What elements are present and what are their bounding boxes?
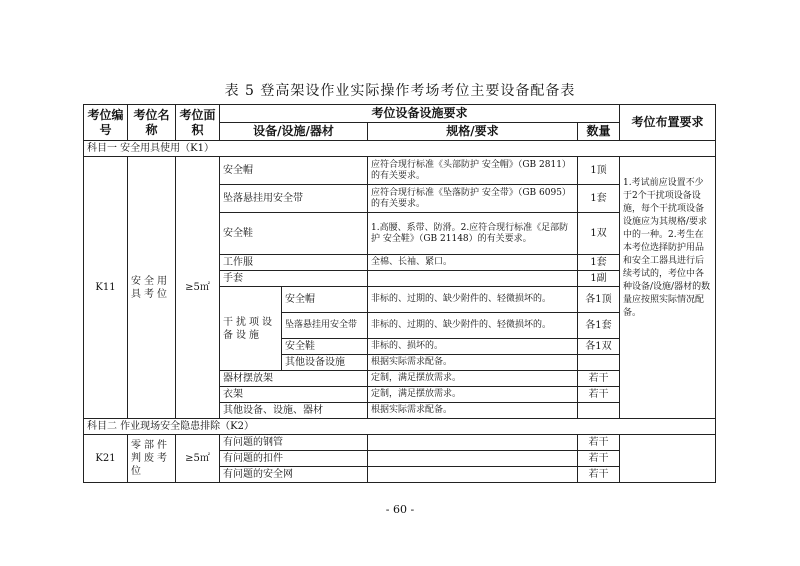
interference-label: 干扰项设备设施	[220, 287, 282, 371]
page-number: - 60 -	[385, 503, 415, 516]
qty-cell: 若干	[578, 467, 620, 483]
header-layout: 考位布置要求	[620, 105, 716, 141]
header-spec: 规格/要求	[368, 123, 578, 141]
position-area: ≥5㎡	[176, 157, 220, 419]
equipment-cell: 安全鞋	[220, 213, 368, 255]
equipment-cell: 工作服	[220, 255, 368, 271]
qty-cell: 各1顶	[578, 287, 620, 313]
section-row-k2	[84, 419, 716, 435]
spec-cell: 应符合现行标准《头部防护 安全帽》（GB 2811）的有关要求。	[368, 157, 578, 185]
spec-cell	[368, 435, 578, 451]
qty-cell	[578, 355, 620, 371]
equipment-cell: 安全帽	[282, 287, 368, 313]
position-code: K21	[84, 435, 128, 483]
qty-cell: 1套	[578, 185, 620, 213]
spec-cell	[368, 271, 578, 287]
qty-cell: 1副	[578, 271, 620, 287]
spec-cell: 根据实际需求配备。	[368, 403, 578, 419]
position-name: 零部件判废考位	[128, 435, 176, 483]
spec-cell: 全棉、长袖、紧口。	[368, 255, 578, 271]
header-row-1	[84, 105, 716, 123]
header-group: 考位设备设施要求	[220, 105, 620, 123]
spec-cell	[368, 451, 578, 467]
qty-cell	[578, 403, 620, 419]
section-label: 科目二 作业现场安全隐患排除（K2）	[84, 419, 716, 435]
qty-cell: 1套	[578, 255, 620, 271]
table-row	[84, 435, 716, 451]
section-row-k1	[84, 141, 716, 157]
header-area: 考位面积	[176, 105, 220, 141]
equipment-cell: 坠落悬挂用安全带	[282, 313, 368, 339]
header-qty: 数量	[578, 123, 620, 141]
spec-cell: 定制，满足摆放需求。	[368, 371, 578, 387]
spec-cell: 应符合现行标准《坠落防护 安全带》（GB 6095）的有关要求。	[368, 185, 578, 213]
header-name: 考位名称	[128, 105, 176, 141]
equipment-cell: 其他设备设施	[282, 355, 368, 371]
spec-cell	[368, 467, 578, 483]
qty-cell: 若干	[578, 451, 620, 467]
equipment-cell: 坠落悬挂用安全带	[220, 185, 368, 213]
equipment-cell: 安全鞋	[282, 339, 368, 355]
position-code: K11	[84, 157, 128, 419]
equipment-cell: 其他设备、设施、器材	[220, 403, 368, 419]
table-row	[84, 157, 716, 185]
qty-cell: 各1双	[578, 339, 620, 355]
qty-cell: 1顶	[578, 157, 620, 185]
equipment-cell: 衣架	[220, 387, 368, 403]
spec-cell: 非标的、过期的、缺少附件的、轻微损坏的。	[368, 313, 578, 339]
layout-requirement: 1.考试前应设置不少于2个干扰项设备设施，每个干扰项设备设施应为其规格/要求中的一种。2.考生在本考位选择防护用品和安全工器具进行后续考试的，考位中各种设备/设施/器材的数量应按照实际情况配备。	[620, 157, 716, 419]
header-code: 考位编号	[84, 105, 128, 141]
layout-requirement	[620, 435, 716, 483]
header-equipment: 设备/设施/器材	[220, 123, 368, 141]
spec-cell: 定制，满足摆放需求。	[368, 387, 578, 403]
qty-cell: 若干	[578, 371, 620, 387]
equipment-cell: 有问题的钢管	[220, 435, 368, 451]
qty-cell: 若干	[578, 435, 620, 451]
qty-cell: 各1套	[578, 313, 620, 339]
spec-cell: 1.高腰、系带、防滑。2.应符合现行标准《足部防护 安全鞋》（GB 21148）的有关要求。	[368, 213, 578, 255]
equipment-cell: 安全帽	[220, 157, 368, 185]
spec-cell: 根据实际需求配备。	[368, 355, 578, 371]
position-area: ≥5㎡	[176, 435, 220, 483]
spec-cell: 非标的、过期的、缺少附件的、轻微损坏的。	[368, 287, 578, 313]
equipment-cell: 手套	[220, 271, 368, 287]
qty-cell: 1双	[578, 213, 620, 255]
equipment-cell: 有问题的扣件	[220, 451, 368, 467]
equipment-cell: 器材摆放架	[220, 371, 368, 387]
position-name: 安全用具考位	[128, 157, 176, 419]
equipment-cell: 有问题的安全网	[220, 467, 368, 483]
section-label: 科目一 安全用具使用（K1）	[84, 141, 716, 157]
spec-cell: 非标的、损坏的。	[368, 339, 578, 355]
qty-cell: 若干	[578, 387, 620, 403]
equipment-table	[83, 104, 716, 483]
table-title: 表 5 登高架设作业实际操作考场考位主要设备配备表	[224, 83, 576, 99]
